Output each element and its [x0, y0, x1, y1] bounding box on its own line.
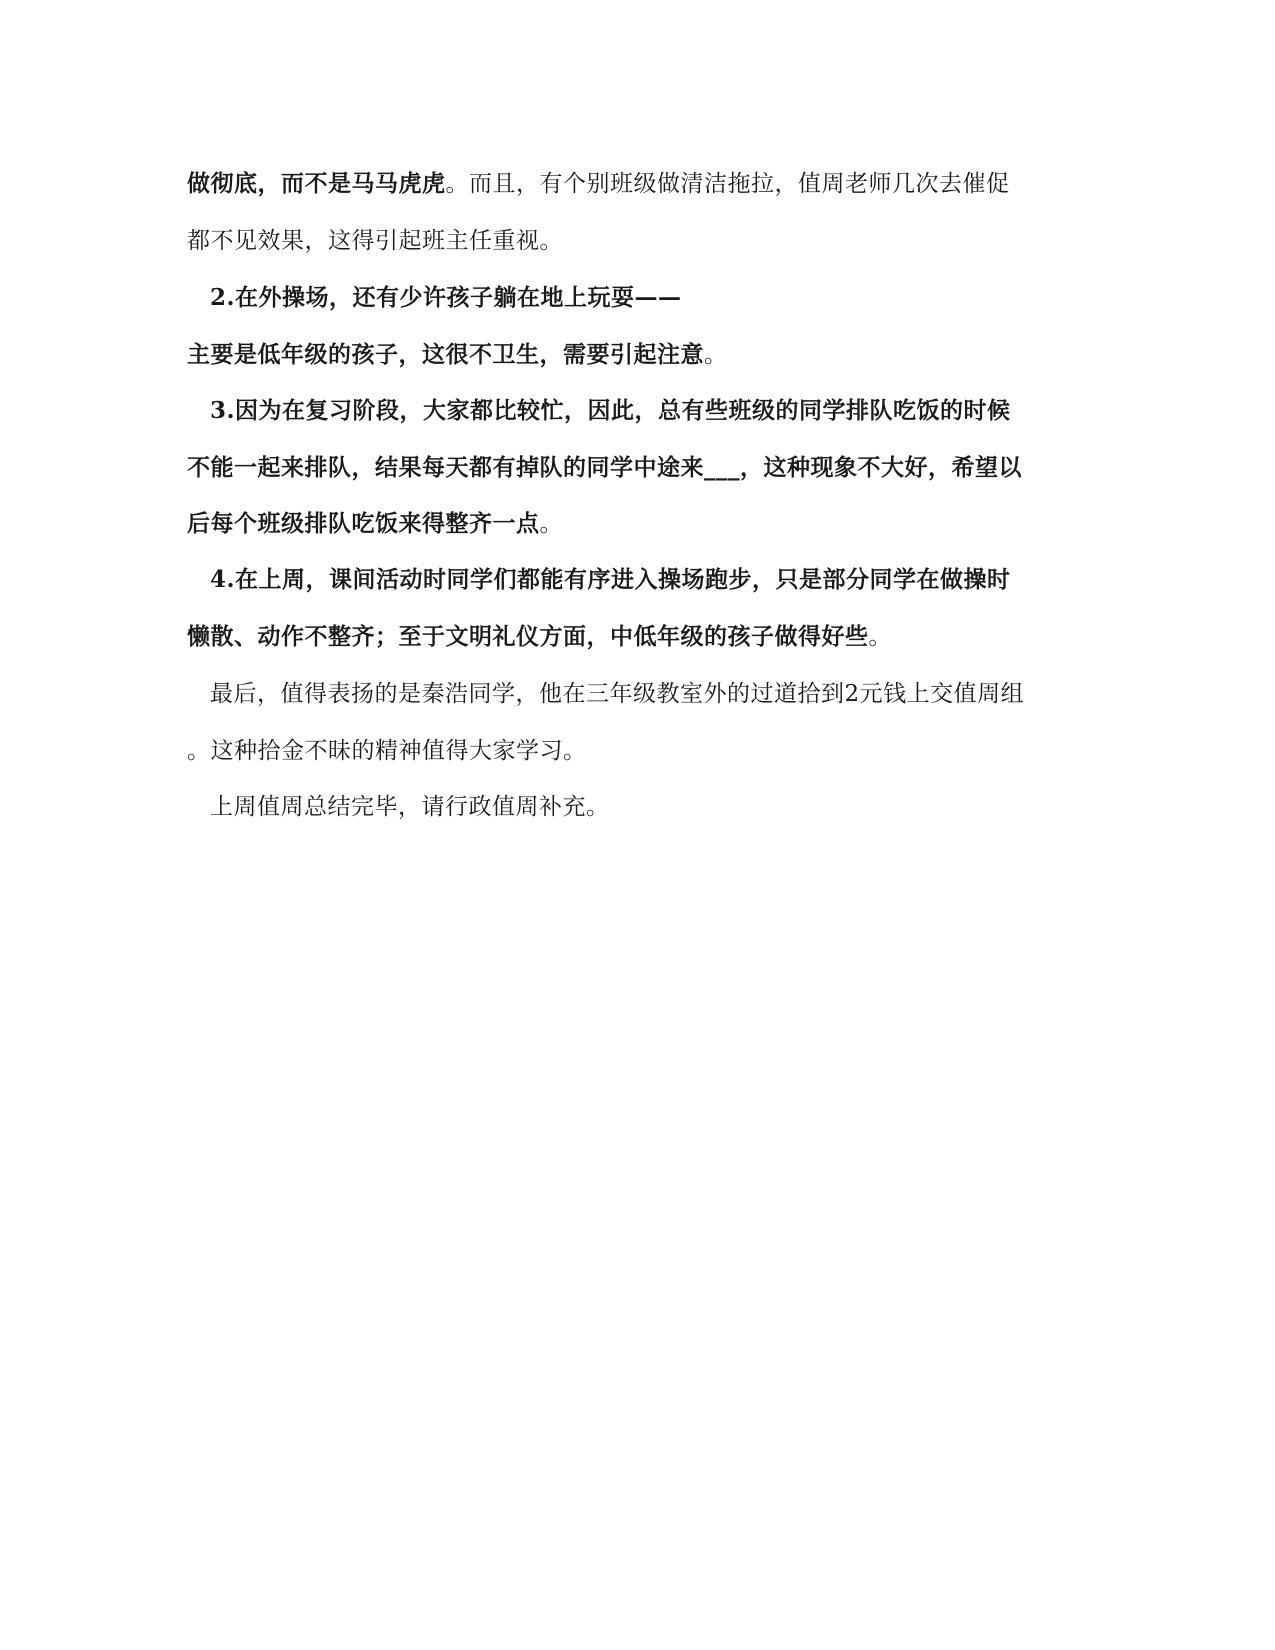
bold-text: 主要是低年级的孩子，这很不卫生，需要引起注意: [187, 341, 704, 368]
item-3-line-1: 3.因为在复习阶段，大家都比较忙，因此，总有些班级的同学排队吃饭的时候: [210, 397, 1011, 424]
paragraph-1-line-1: [187, 169, 1010, 199]
bold-text: 懒散、动作不整齐；至于文明礼仪方面，中低年级的孩子做得好些: [187, 623, 869, 650]
paragraph-6-line-1: 上周值周总结完毕，请行政值周补充。: [210, 794, 610, 820]
item-3-line-2: 不能一起来排队，结果每天都有掉队的同学中途来___，这种现象不大好，希望以: [187, 454, 1022, 481]
paragraph-5-line-1: 最后，值得表扬的是秦浩同学，他在三年级教室外的过道拾到2元钱上交值周组: [210, 681, 1025, 707]
bold-text: 后每个班级排队吃饭来得整齐一点: [187, 510, 540, 537]
item-2-line-2: [187, 340, 728, 370]
bold-text: 做彻底，而不是马马虎虎: [187, 170, 446, 197]
paragraph-5-line-2: 。这种拾金不昧的精神值得大家学习。: [187, 738, 587, 764]
item-4-line-2: [187, 622, 892, 652]
normal-text: 。而且，有个别班级做清洁拖拉，值周老师几次去催促: [445, 171, 1010, 197]
normal-text: 。: [704, 342, 728, 368]
item-2-line-1: 2.在外操场，还有少许孩子躺在地上玩耍——: [210, 284, 682, 311]
normal-text: 。: [539, 511, 563, 537]
paragraph-1-line-2: 都不见效果，这得引起班主任重视。: [187, 228, 563, 254]
item-3-line-3: [187, 509, 563, 539]
item-4-line-1: 4.在上周，课间活动时同学们都能有序进入操场跑步，只是部分同学在做操时: [210, 566, 1011, 593]
normal-text: 。: [868, 624, 892, 650]
